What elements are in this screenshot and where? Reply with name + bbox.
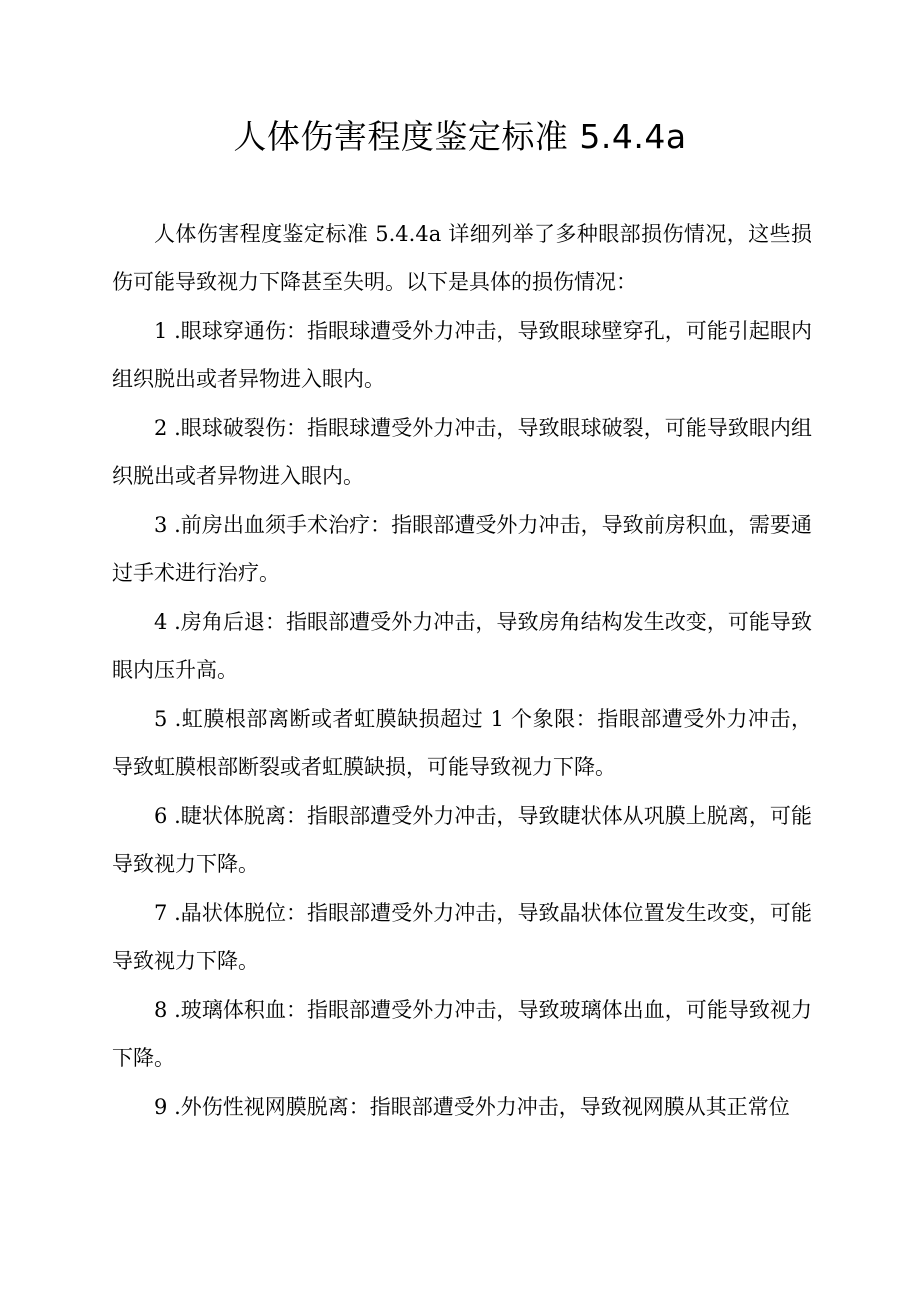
item-number: 1 [154, 319, 168, 343]
item-number: 4 [154, 610, 168, 634]
list-item [112, 307, 812, 403]
item-text: .房角后退：指眼部遭受外力冲击，导致房角结构发生改变，可能导致眼内压升高。 [112, 610, 812, 682]
item-number: 5 [154, 707, 168, 731]
item-number: 7 [154, 901, 168, 925]
item-text: .睫状体脱离：指眼部遭受外力冲击，导致睫状体从巩膜上脱离，可能导致视力下降。 [112, 804, 812, 876]
item-text: .前房出血须手术治疗：指眼部遭受外力冲击，导致前房积血，需要通过手术进行治疗。 [112, 513, 812, 585]
item-text: .眼球穿通伤：指眼球遭受外力冲击，导致眼球壁穿孔，可能引起眼内组织脱出或者异物进入眼内。 [112, 319, 812, 391]
item-number: 3 [154, 513, 168, 537]
list-item [112, 404, 812, 500]
item-text: .虹膜根部离断或者虹膜缺损超过 1 个象限：指眼部遭受外力冲击，导致虹膜根部断裂或者虹膜缺损，可能导致视力下降。 [112, 707, 812, 779]
item-number: 6 [154, 804, 168, 828]
list-item [112, 598, 812, 694]
list-item [112, 792, 812, 888]
document-body [112, 210, 812, 1132]
item-text: .眼球破裂伤：指眼球遭受外力冲击，导致眼球破裂，可能导致眼内组织脱出或者异物进入眼内。 [112, 416, 812, 488]
item-text: .外伤性视网膜脱离：指眼部遭受外力冲击，导致视网膜从其正常位 [174, 1095, 790, 1119]
list-item [112, 1083, 812, 1131]
document-title: 人体伤害程度鉴定标准 5.4.4a [233, 117, 687, 156]
list-item [112, 695, 812, 791]
list-item [112, 889, 812, 985]
item-text: .晶状体脱位：指眼部遭受外力冲击，导致晶状体位置发生改变，可能导致视力下降。 [112, 901, 812, 973]
item-text: .玻璃体积血：指眼部遭受外力冲击，导致玻璃体出血，可能导致视力下降。 [112, 998, 812, 1070]
intro-paragraph: 人体伤害程度鉴定标准 5.4.4a 详细列举了多种眼部损伤情况，这些损伤可能导致视力下降甚至失明。以下是具体的损伤情况： [112, 222, 812, 294]
list-item [112, 986, 812, 1082]
item-number: 8 [154, 998, 168, 1022]
list-item [112, 501, 812, 597]
item-number: 2 [154, 416, 168, 440]
item-number: 9 [154, 1095, 168, 1119]
